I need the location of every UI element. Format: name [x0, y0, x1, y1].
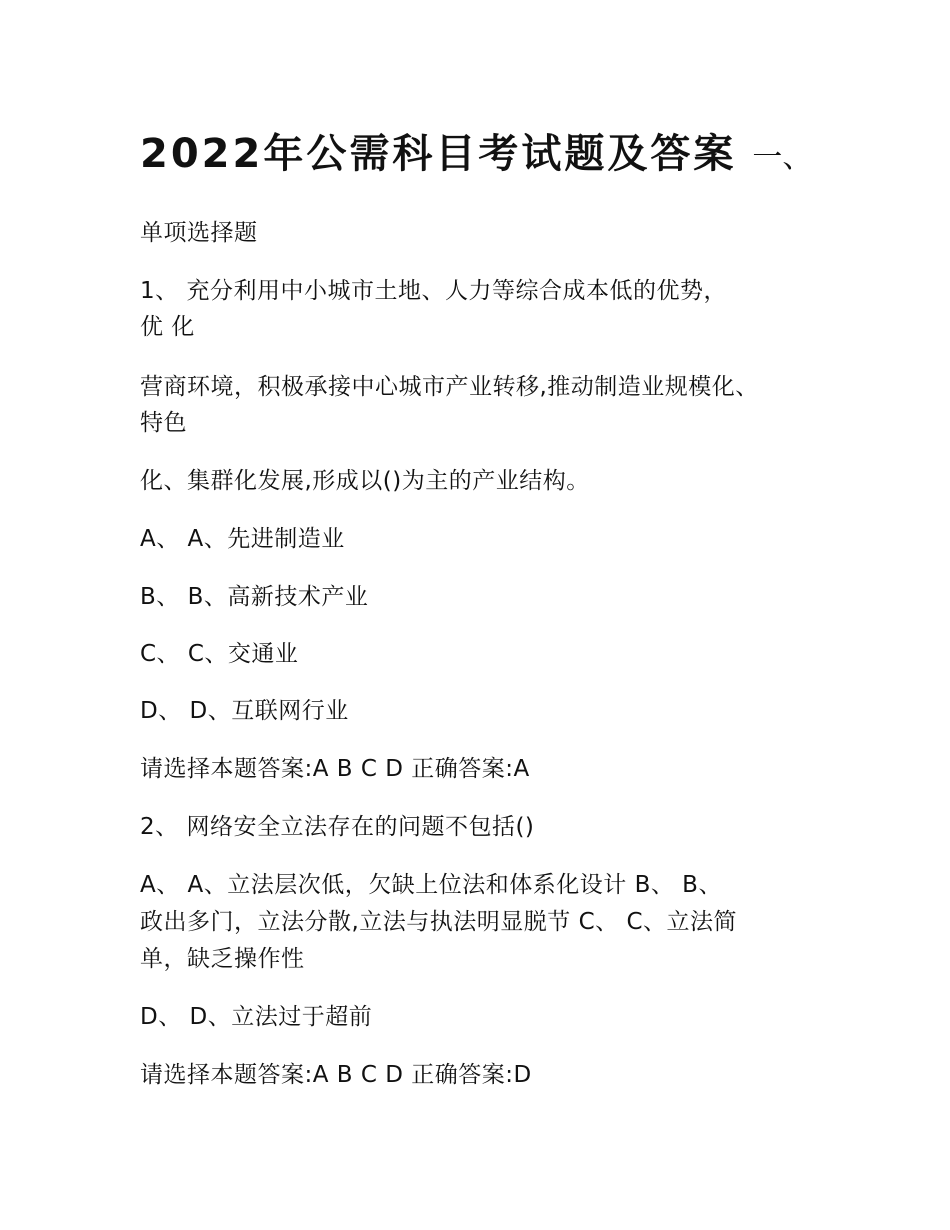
q2-stem-line-1: 2、 网络安全立法存在的问题不包括() — [140, 814, 535, 840]
document-title — [140, 128, 812, 184]
q2-options-line-1: A、 A、立法层次低，欠缺上位法和体系化设计 B、 B、 — [140, 872, 722, 898]
q1-stem-line-1: 1、 充分利用中小城市土地、人力等综合成本低的优势， — [140, 278, 727, 304]
title-main: 2022年公需科目考试题及答案 — [140, 131, 737, 177]
q1-option-a: A、 A、先进制造业 — [140, 526, 345, 552]
q1-option-b: B、 B、高新技术产业 — [140, 584, 369, 610]
section-heading: 单项选择题 — [140, 220, 258, 246]
q1-option-d: D、 D、互联网行业 — [140, 698, 349, 724]
q1-stem-line-2: 优 化 — [140, 314, 195, 340]
q2-answer: 请选择本题答案:A B C D 正确答案:D — [140, 1062, 532, 1088]
q1-option-c: C、 C、交通业 — [140, 641, 299, 667]
q2-option-d: D、 D、立法过于超前 — [140, 1004, 373, 1030]
q1-stem-line-4: 特色 — [140, 410, 187, 436]
q1-stem-line-3: 营商环境，积极承接中心城市产业转移,推动制造业规模化、 — [140, 374, 759, 400]
title-tail: 一、 — [752, 140, 813, 175]
q2-options-line-2: 政出多门，立法分散,立法与执法明显脱节 C、 C、立法简 — [140, 909, 738, 935]
q2-options-line-3: 单，缺乏操作性 — [140, 946, 305, 972]
q1-answer: 请选择本题答案:A B C D 正确答案:A — [140, 756, 530, 782]
q1-stem-line-5: 化、集群化发展,形成以()为主的产业结构。 — [140, 468, 590, 494]
